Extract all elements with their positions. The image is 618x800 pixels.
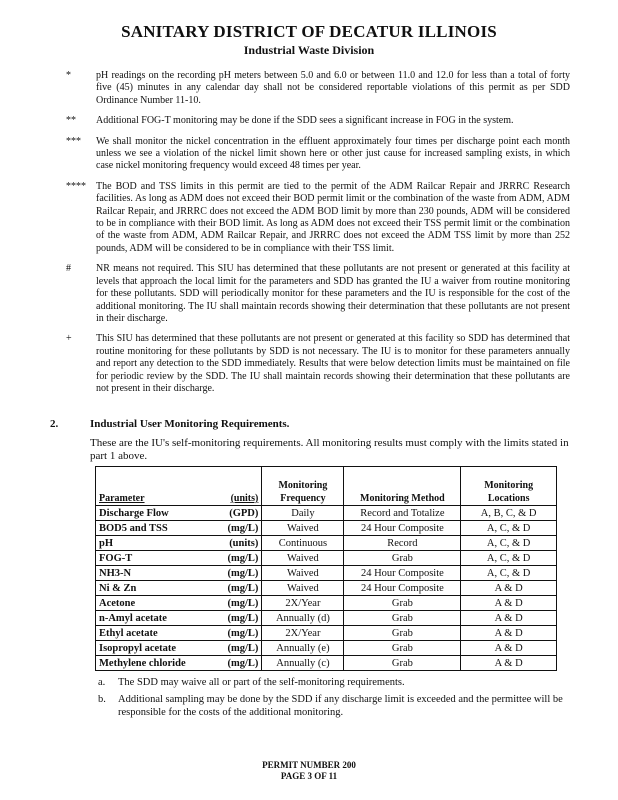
note-marker: ****: [66, 180, 86, 192]
cell-parameter: n-Amyl acetate: [96, 611, 208, 626]
footnote-a: [98, 676, 568, 689]
cell-units: (mg/L): [208, 641, 262, 656]
cell-frequency: Waived: [262, 581, 344, 596]
district-title: SANITARY DISTRICT OF DECATUR ILLINOIS: [121, 22, 497, 41]
cell-parameter: Ethyl acetate: [96, 626, 208, 641]
table-row: [96, 641, 557, 656]
cell-frequency: 2X/Year: [262, 626, 344, 641]
note-text: We shall monitor the nickel concentration in the effluent approximately four times per discharge point each month unless we see a violation of the nickel limit shown here or other just cause for increased sampling exists, in which case nickel monitoring frequency would exceed 48 times per year.: [96, 135, 570, 172]
cell-parameter: Acetone: [96, 596, 208, 611]
cell-parameter: pH: [96, 536, 208, 551]
cell-units: (mg/L): [208, 656, 262, 671]
table-row: [96, 521, 557, 536]
cell-method: 24 Hour Composite: [344, 581, 461, 596]
cell-method: Grab: [344, 611, 461, 626]
col-locations: Monitoring Locations: [461, 467, 557, 506]
col-parameter: Parameter: [96, 467, 208, 506]
permit-number: PERMIT NUMBER 200: [262, 760, 356, 770]
cell-locations: A & D: [461, 581, 557, 596]
cell-frequency: Waived: [262, 551, 344, 566]
cell-frequency: Annually (c): [262, 656, 344, 671]
cell-method: 24 Hour Composite: [344, 521, 461, 536]
permit-notes: [66, 70, 570, 403]
note-text: Additional FOG-T monitoring may be done if the SDD sees a significant increase in FOG in the system.: [96, 115, 514, 127]
table-row: [96, 506, 557, 521]
table-row: [96, 626, 557, 641]
cell-locations: A & D: [461, 596, 557, 611]
section-title: Industrial User Monitoring Requirements.: [90, 418, 290, 430]
cell-method: 24 Hour Composite: [344, 566, 461, 581]
cell-locations: A, B, C, & D: [461, 506, 557, 521]
cell-parameter: Discharge Flow: [96, 506, 208, 521]
table-row: [96, 581, 557, 596]
note-text: This SIU has determined that these pollutants are not present or generated at this facility so SDD has determined that routine monitoring for these pollutants by SDD is not necessary. The IU is to monitor for these parameters annually and report any detection to the SDD immediately. Results that were below detection limits must be maintained on file for periodic review by the SDD. The IU shall maintain records showing their determination that these pollutants are not present in their discharge.: [96, 333, 570, 394]
footnote-text: The SDD may waive all or part of the self-monitoring requirements.: [118, 677, 405, 688]
cell-locations: A & D: [461, 641, 557, 656]
section-heading: [50, 418, 570, 431]
cell-frequency: Waived: [262, 566, 344, 581]
note-marker: +: [66, 333, 72, 345]
cell-units: (units): [208, 536, 262, 551]
cell-method: Grab: [344, 626, 461, 641]
cell-parameter: FOG-T: [96, 551, 208, 566]
note-nickel: [66, 135, 570, 173]
table-row: [96, 536, 557, 551]
cell-parameter: NH3-N: [96, 566, 208, 581]
cell-frequency: Annually (d): [262, 611, 344, 626]
cell-units: (mg/L): [208, 596, 262, 611]
division-subtitle: Industrial Waste Division: [243, 43, 375, 57]
table-row: [96, 611, 557, 626]
cell-locations: A, C, & D: [461, 566, 557, 581]
note-fog: [66, 115, 570, 127]
cell-frequency: Daily: [262, 506, 344, 521]
col-method: Monitoring Method: [344, 467, 461, 506]
page-footer: [0, 760, 618, 782]
note-not-required: [66, 263, 570, 325]
note-siu-monitoring: [66, 333, 570, 395]
footnote-b: [98, 693, 568, 719]
table-header-row: [96, 467, 557, 506]
note-text: pH readings on the recording pH meters between 5.0 and 6.0 or between 11.0 and 12.0 for less than a total of forty five (45) minutes in any calendar day shall not be considered reportable violations of this permit as per SDD Ordinance Number 11-10.: [96, 70, 570, 106]
monitoring-section: [50, 418, 570, 463]
col-units: (units): [208, 467, 262, 506]
cell-units: (mg/L): [208, 521, 262, 536]
table-row: [96, 551, 557, 566]
cell-parameter: BOD5 and TSS: [96, 521, 208, 536]
cell-method: Record: [344, 536, 461, 551]
footnote-letter: b.: [98, 694, 106, 705]
cell-units: (GPD): [208, 506, 262, 521]
note-marker: #: [66, 263, 71, 275]
cell-method: Grab: [344, 596, 461, 611]
cell-frequency: Annually (e): [262, 641, 344, 656]
cell-locations: A & D: [461, 626, 557, 641]
cell-parameter: Ni & Zn: [96, 581, 208, 596]
monitoring-table: [95, 466, 557, 671]
cell-units: (mg/L): [208, 626, 262, 641]
footnote-letter: a.: [98, 677, 106, 688]
cell-frequency: Waived: [262, 521, 344, 536]
cell-parameter: Isopropyl acetate: [96, 641, 208, 656]
cell-units: (mg/L): [208, 581, 262, 596]
cell-parameter: Methylene chloride: [96, 656, 208, 671]
cell-locations: A & D: [461, 611, 557, 626]
note-marker: **: [66, 115, 76, 127]
footnote-text: Additional sampling may be done by the SDD if any discharge limit is exceeded and the permittee will be responsible for the costs of the additional monitoring.: [118, 694, 563, 718]
cell-locations: A, C, & D: [461, 521, 557, 536]
cell-locations: A, C, & D: [461, 536, 557, 551]
table-row: [96, 566, 557, 581]
section-number: 2.: [50, 418, 59, 430]
cell-frequency: 2X/Year: [262, 596, 344, 611]
page-number: PAGE 3 OF 11: [280, 771, 338, 781]
cell-units: (mg/L): [208, 566, 262, 581]
cell-locations: A, C, & D: [461, 551, 557, 566]
table-row: [96, 656, 557, 671]
cell-method: Grab: [344, 551, 461, 566]
note-bod-tss: [66, 180, 570, 255]
section-intro: These are the IU's self-monitoring requirements. All monitoring results must comply with the limits stated in part 1 above.: [90, 437, 569, 462]
note-marker: ***: [66, 135, 81, 147]
cell-method: Record and Totalize: [344, 506, 461, 521]
cell-locations: A & D: [461, 656, 557, 671]
note-marker: *: [66, 70, 71, 81]
table-row: [96, 596, 557, 611]
note-text: NR means not required. This SIU has determined that these pollutants are not present or generated at this facility at levels that approach the local limit for the parameters and SDD has granted the IU a waiver from routine monitoring for these pollutants. SDD will periodically monitor for these parameters and the IU is responsible for the cost of the additional monitoring. The IU shall maintain records showing their determination that these pollutants are not present in their discharge.: [96, 263, 570, 324]
cell-method: Grab: [344, 641, 461, 656]
cell-units: (mg/L): [208, 611, 262, 626]
table-footnotes: [98, 676, 568, 723]
cell-method: Grab: [344, 656, 461, 671]
note-ph: [66, 70, 570, 107]
col-frequency: Monitoring Frequency: [262, 467, 344, 506]
cell-units: (mg/L): [208, 551, 262, 566]
document-header: [0, 22, 618, 58]
note-text: The BOD and TSS limits in this permit are tied to the permit of the ADM Railcar Repair and JRRRC Research facilities. As long as ADM does not exceed their BOD permit limit or the combination of the waste from ADM, ADM Railcar Repair, and JRRRC does not exceed the ADM BOD limit by more than 230 pounds, ADM will be considered to be in compliance with their BOD limit. As long as ADM does not exceed their TSS permit limit or the combination of the waste from ADM, ADM Railcar Repair, and JRRRC does not exceed the ADM TSS limit by more than 252 pounds, ADM will be considered to be in compliance with their TSS limit.: [96, 180, 570, 254]
cell-frequency: Continuous: [262, 536, 344, 551]
